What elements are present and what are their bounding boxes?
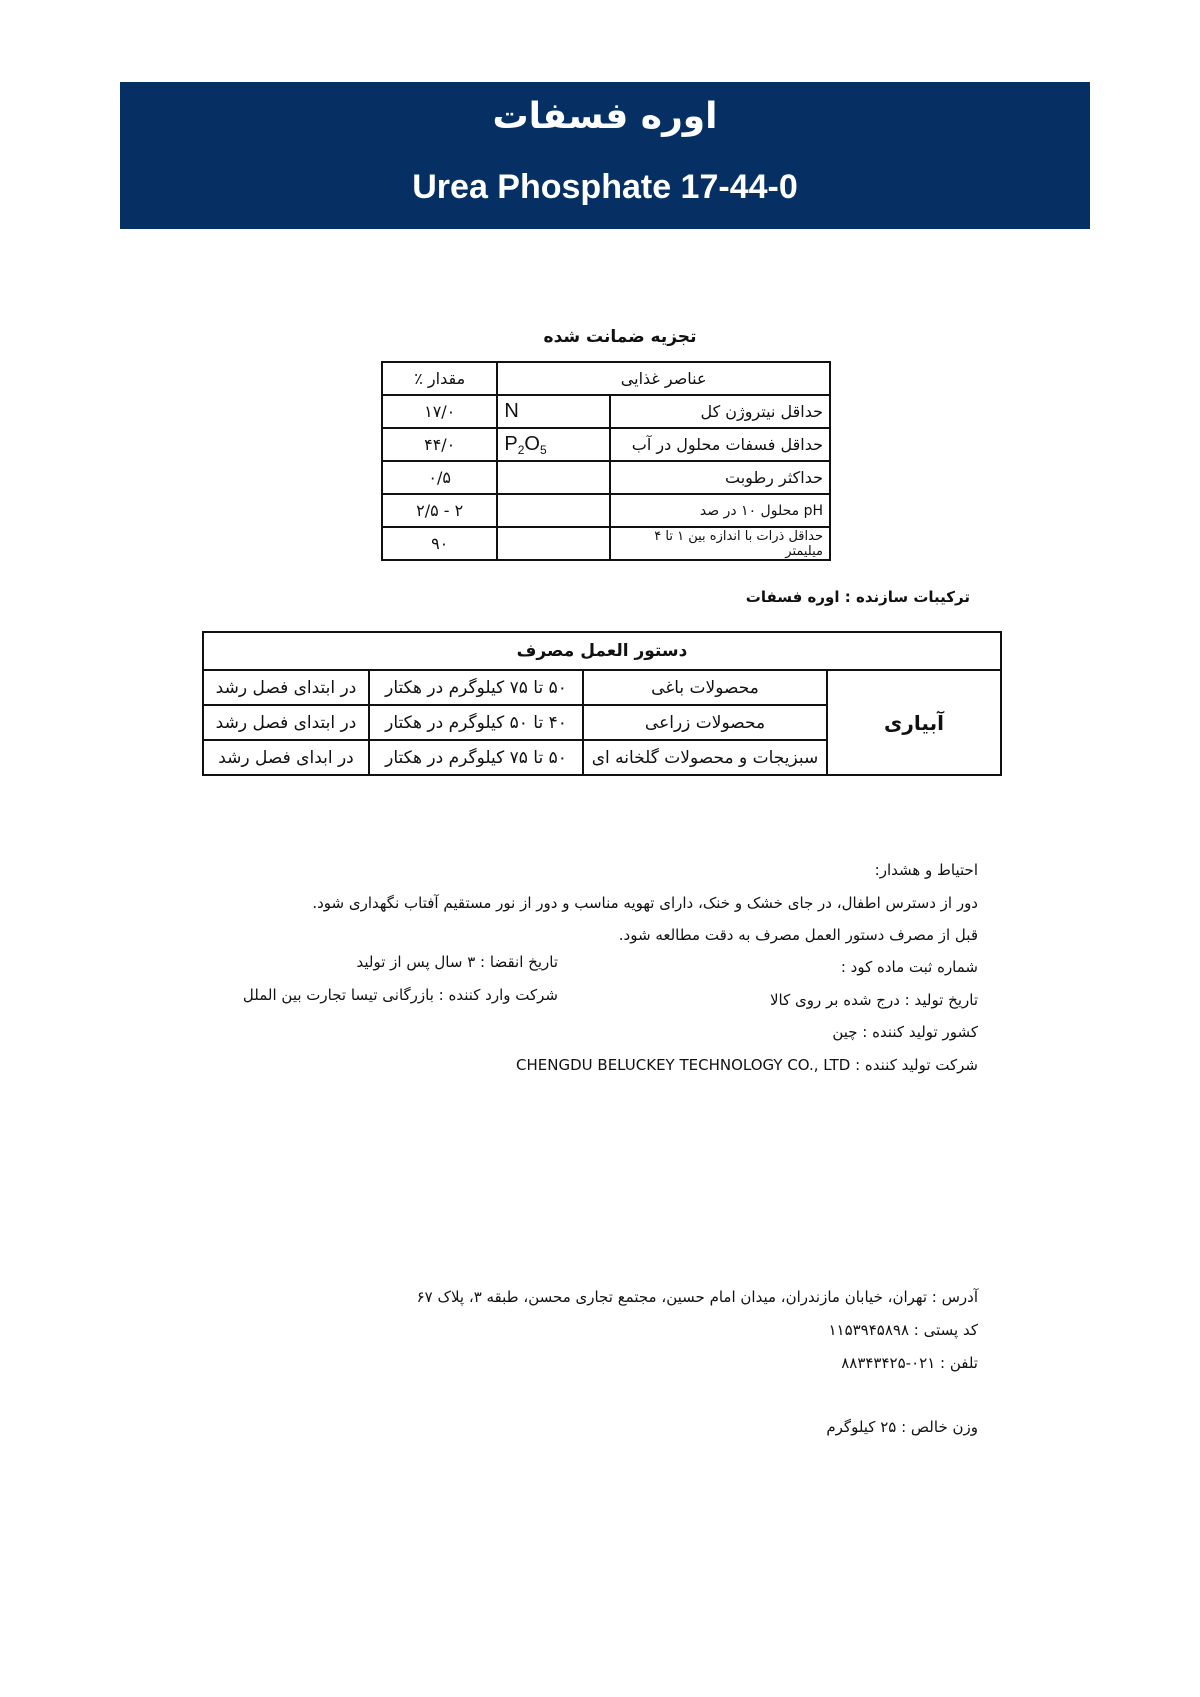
nutrient-label: حداقل فسفات محلول در آب (610, 428, 830, 461)
usage-dose: ۴۰ تا ۵۰ کیلوگرم در هکتار (369, 705, 583, 740)
producer-country: کشور تولید کننده : چین (832, 1023, 978, 1041)
table-row (382, 494, 830, 527)
phone: تلفن : ۰۲۱-۸۸۳۴۳۴۲۵ (841, 1354, 978, 1372)
address: آدرس : تهران، خیابان مازندران، میدان امام حسین، مجتمع تجاری محسن، طبقه ۳، پلاک ۶۷ (416, 1288, 978, 1306)
nutrient-symbol: N (497, 395, 609, 428)
nutrient-value: ۱۷/۰ (382, 395, 497, 428)
analysis-table (381, 361, 831, 561)
nutrient-symbol (497, 461, 609, 494)
caution-line: دور از دسترس اطفال، در جای خشک و خنک، دارای تهویه مناسب و دور از نور مستقیم آفتاب نگهداری شود. (312, 894, 978, 912)
usage-title: دستور العمل مصرف (203, 632, 1001, 670)
nutrient-label: حداکثر رطوبت (610, 461, 830, 494)
importer: شرکت وارد کننده : بازرگانی تیسا تجارت بین الملل (242, 986, 558, 1004)
postal-code: کد پستی : ۱۱۵۳۹۴۵۸۹۸ (828, 1321, 978, 1339)
table-row (382, 527, 830, 560)
nutrient-value: ۴۴/۰ (382, 428, 497, 461)
caution-line: قبل از مصرف دستور العمل مصرف به دقت مطالعه شود. (618, 926, 978, 944)
table-row (203, 670, 1001, 705)
nutrient-value: ۰/۵ (382, 461, 497, 494)
analysis-title: تجزیه ضمانت شده (543, 327, 697, 347)
nutrient-symbol (497, 527, 609, 560)
usage-dose: ۵۰ تا ۷۵ کیلوگرم در هکتار (369, 740, 583, 775)
usage-time: در ابتدای فصل رشد (203, 670, 369, 705)
title-english: Urea Phosphate 17-44-0 (412, 168, 798, 206)
usage-time: در ابدای فصل رشد (203, 740, 369, 775)
usage-method: آبیاری (827, 670, 1001, 775)
table-row (382, 362, 830, 395)
caution-title: احتیاط و هشدار: (874, 861, 978, 879)
registration-number: شماره ثبت ماده کود : (840, 958, 978, 976)
ingredients: ترکیبات سازنده : اوره فسفات (745, 588, 970, 606)
nutrient-label: حداقل نیتروژن کل (610, 395, 830, 428)
nutrient-value: ۹۰ (382, 527, 497, 560)
table-row (382, 395, 830, 428)
usage-crop: محصولات زراعی (583, 705, 827, 740)
usage-dose: ۵۰ تا ۷۵ کیلوگرم در هکتار (369, 670, 583, 705)
nutrient-value: ۲ - ۲/۵ (382, 494, 497, 527)
title-persian: اوره فسفات (492, 96, 718, 137)
table-row (382, 461, 830, 494)
table-row (382, 428, 830, 461)
usage-table (202, 631, 1002, 776)
production-date: تاریخ تولید : درج شده بر روی کالا (769, 991, 978, 1009)
header-amount: مقدار ٪ (382, 362, 497, 395)
nutrient-label: حداقل ذرات با اندازه بین ۱ تا ۴ میلیمتر (610, 527, 830, 560)
header-nutrients: عناصر غذایی (497, 362, 830, 395)
title-banner (120, 82, 1090, 229)
usage-crop: محصولات باغی (583, 670, 827, 705)
usage-crop: سبزیجات و محصولات گلخانه ای (583, 740, 827, 775)
nutrient-symbol (497, 494, 609, 527)
net-weight: وزن خالص : ۲۵ کیلوگرم (826, 1418, 978, 1436)
nutrient-symbol: $P_2O_5$ (497, 428, 609, 461)
manufacturer: شرکت تولید کننده : CHENGDU BELUCKEY TECHNOLOGY CO., LTD (516, 1056, 978, 1074)
table-row (203, 632, 1001, 670)
nutrient-label: pH محلول ۱۰ در صد (610, 494, 830, 527)
expiry-date: تاریخ انقضا : ۳ سال پس از تولید (356, 953, 558, 971)
usage-time: در ابتدای فصل رشد (203, 705, 369, 740)
